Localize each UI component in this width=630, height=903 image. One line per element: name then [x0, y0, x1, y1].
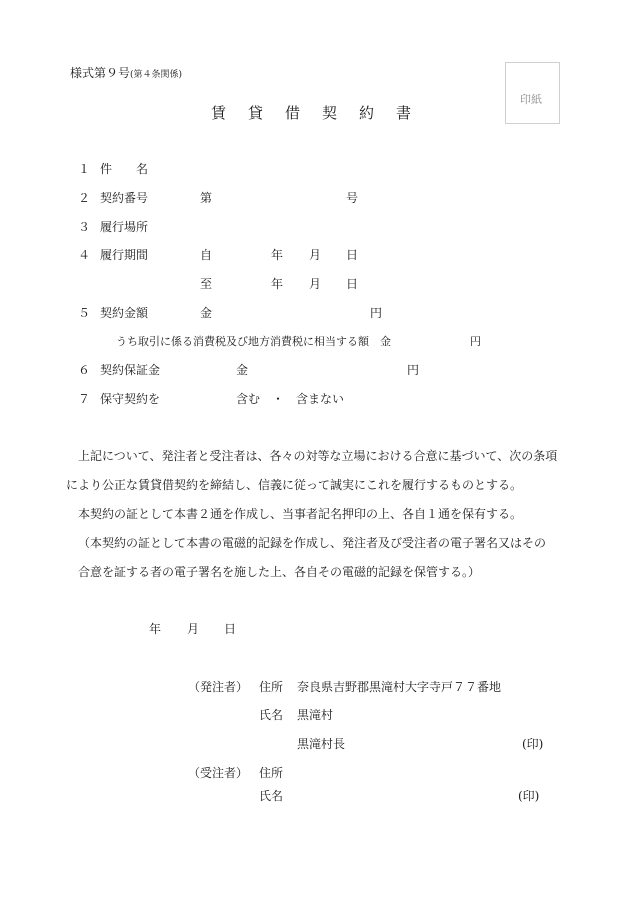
period-from-day: 日 [346, 248, 359, 262]
period-from-month: 月 [309, 248, 322, 262]
contractor-name-label: 氏名 [259, 789, 284, 803]
form-number: 様式第９号 [70, 66, 131, 80]
date-month: 月 [187, 622, 200, 636]
item-1-label: 件 名 [100, 162, 149, 176]
item-5-label: 契約金額 [100, 306, 149, 320]
paragraph-3-line-1: （本契約の証として本書の電磁的記録を作成し、発注者及び受注者の電子署名又はその [78, 536, 547, 550]
item-6-label: 契約保証金 [100, 363, 161, 377]
item-5-number: ５ [78, 306, 91, 320]
orderer-name-label: 氏名 [259, 708, 284, 722]
orderer-role: （発注者） [188, 680, 249, 694]
deposit-kin: 金 [236, 363, 249, 377]
orderer-title: 黒滝村長 [297, 737, 346, 751]
revenue-stamp-label: 印紙 [520, 93, 542, 106]
item-3-number: ３ [78, 220, 91, 234]
item-6-number: ６ [78, 363, 91, 377]
period-to-label: 至 [200, 277, 213, 291]
contract-number-prefix: 第 [200, 191, 213, 205]
item-7-number: ７ [78, 392, 91, 406]
period-from-label: 自 [200, 248, 213, 262]
date-day: 日 [224, 622, 237, 636]
date-year: 年 [149, 622, 162, 636]
paragraph-1-line-1: 上記について、発注者と受注者は、各々の対等な立場における合意に基づいて、次の条項 [78, 449, 558, 463]
contractor-role: （受注者） [188, 766, 249, 780]
item-2-number: ２ [78, 191, 91, 205]
item-4-label: 履行期間 [100, 248, 149, 262]
tax-amount-yen: 円 [470, 335, 481, 348]
period-to-day: 日 [346, 277, 359, 291]
paragraph-2: 本契約の証として本書２通を作成し、当事者記名押印の上、各自１通を保有する。 [78, 507, 523, 521]
paragraph-1-line-2: により公正な賃貸借契約を締結し、信義に従って誠実にこれを履行するものとする。 [66, 478, 523, 492]
contractor-seal: (印) [518, 789, 540, 803]
maintenance-options: 含む ・ 含まない [236, 392, 345, 406]
period-to-month: 月 [309, 277, 322, 291]
item-1-number: １ [78, 162, 91, 176]
form-article-ref: (第４条関係) [130, 70, 183, 80]
orderer-seal: (印) [522, 737, 544, 751]
orderer-name: 黒滝村 [297, 708, 334, 722]
document-title: 賃貸借契約書 [211, 104, 434, 122]
orderer-address: 奈良県吉野郡黒滝村大字寺戸７７番地 [297, 680, 502, 694]
contract-amount-kin: 金 [200, 306, 213, 320]
period-from-year: 年 [271, 248, 284, 262]
item-3-label: 履行場所 [100, 220, 149, 234]
paragraph-3-line-2: 合意を証する者の電子署名を施した上、各自その電磁的記録を保管する。） [78, 565, 481, 579]
contractor-address-label: 住所 [259, 766, 284, 780]
deposit-yen: 円 [407, 363, 420, 377]
item-2-label: 契約番号 [100, 191, 149, 205]
period-to-year: 年 [271, 277, 284, 291]
orderer-address-label: 住所 [259, 680, 284, 694]
item-4-number: ４ [78, 248, 91, 262]
tax-amount-label: うち取引に係る消費税及び地方消費税に相当する額 [116, 335, 369, 348]
contract-number-suffix: 号 [346, 191, 359, 205]
form-number-label [70, 64, 182, 81]
contract-amount-yen: 円 [370, 306, 383, 320]
tax-amount-kin: 金 [380, 335, 391, 348]
item-7-label: 保守契約を [100, 392, 161, 406]
